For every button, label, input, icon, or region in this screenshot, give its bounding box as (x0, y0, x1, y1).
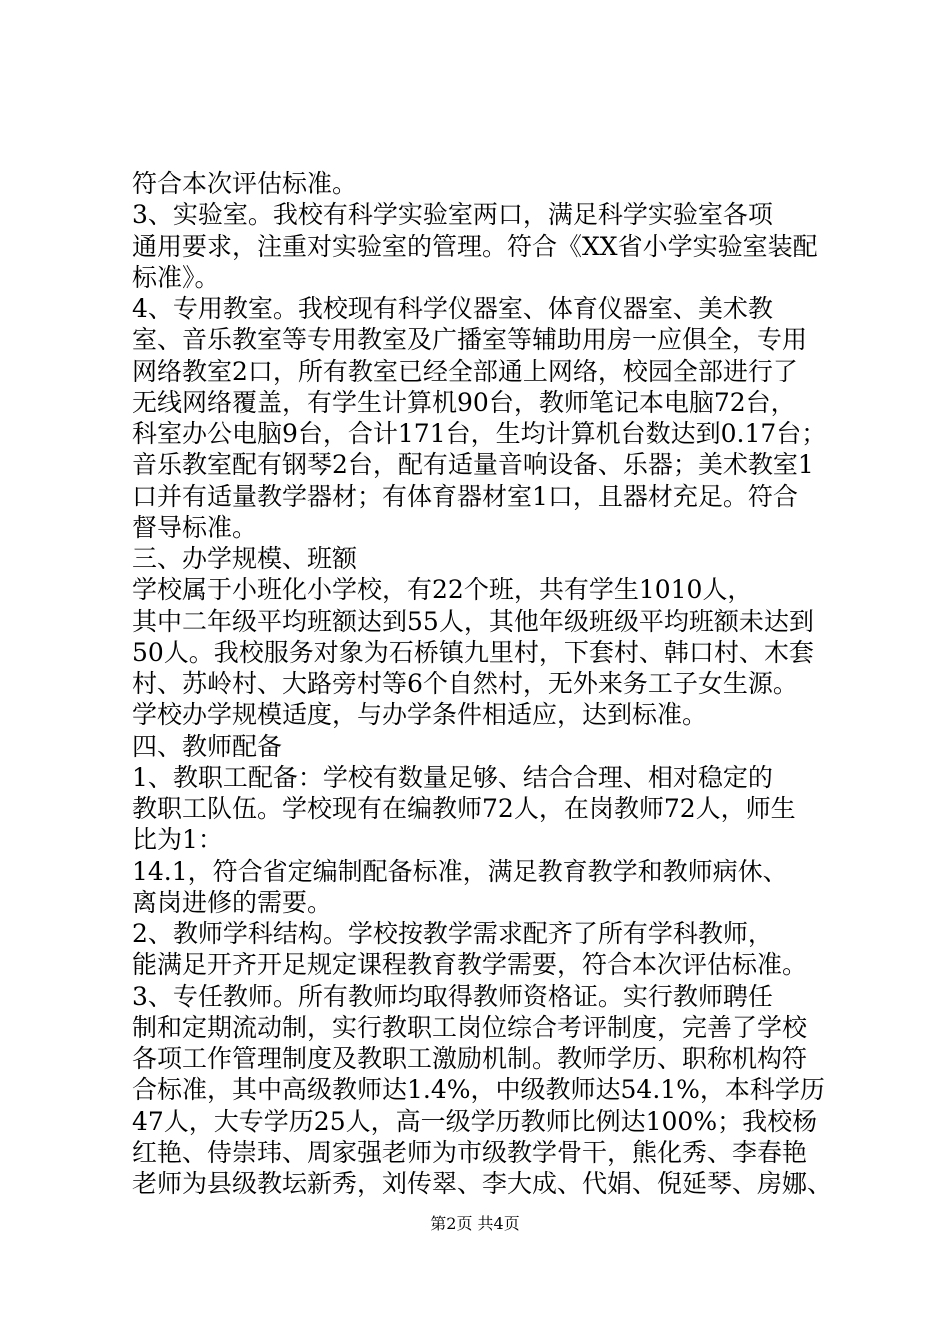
text-line: 无线网络覆盖，有学生计算机90台，教师笔记本电脑72台， (132, 387, 796, 417)
text-line: 室、音乐教室等专用教室及广播室等辅助用房一应俱全，专用 (132, 325, 808, 355)
text-line: 50人。我校服务对象为石桥镇九里村，下套村、韩口村、木套 (132, 637, 814, 667)
text-line: 口并有适量教学器材；有体育器材室1口，且器材充足。符合 (132, 481, 798, 511)
text-line: 2、教师学科结构。学校按教学需求配齐了所有学科教师， (132, 919, 773, 948)
text-line: 合标准，其中高级教师达1.4%，中级教师达54.1%，本科学历 (132, 1075, 825, 1105)
text-line: 教职工队伍。学校现有在编教师72人，在岗教师72人，师生 (132, 794, 796, 823)
text-line: 3、专任教师。所有教师均取得教师资格证。实行教师聘任 (132, 981, 773, 1011)
text-line: 47人，大专学历25人，高一级学历教师比例达100%；我校杨 (132, 1106, 818, 1136)
section-heading: 四、教师配备 (132, 731, 283, 761)
text-line: 离岗进修的需要。 (132, 887, 333, 917)
text-line: 标准》。 (132, 262, 220, 292)
text-line: 科室办公电脑9台，合计171台，生均计算机台数达到0.17台； (132, 419, 827, 448)
text-line: 村、苏岭村、大路旁村等6个自然村，无外来务工子女生源。 (132, 669, 798, 698)
text-line: 1、教职工配备：学校有数量足够、结合合理、相对稳定的 (132, 762, 773, 792)
text-line: 14.1，符合省定编制配备标准，满足教育教学和教师病休、 (132, 856, 788, 886)
text-line: 能满足开齐开足规定课程教育教学需要，符合本次评估标准。 (132, 950, 808, 980)
text-line: 3、实验室。我校有科学实验室两口，满足科学实验室各项 (132, 200, 773, 230)
text-line: 通用要求，注重对实验室的管理。符合《XX省小学实验室装配 (132, 231, 818, 261)
text-line: 音乐教室配有钢琴2台，配有适量音响设备、乐器；美术教室1 (132, 450, 814, 480)
text-line: 学校办学规模适度，与办学条件相适应，达到标准。 (132, 700, 708, 730)
text-line: 督导标准。 (132, 512, 258, 542)
text-line: 学校属于小班化小学校，有22个班，共有学生1010人， (132, 575, 753, 605)
text-line: 4、专用教室。我校现有科学仪器室、体育仪器室、美术教 (132, 294, 773, 323)
text-line: 比为1： (132, 825, 223, 855)
text-line: 各项工作管理制度及教职工激励机制。教师学历、职称机构符 (132, 1044, 808, 1073)
text-line: 老师为县级教坛新秀，刘传翠、李大成、代娟、倪延琴、房娜、 (132, 1169, 832, 1198)
text-line: 网络教室2口，所有教室已经全部通上网络，校园全部进行了 (132, 356, 798, 386)
text-line: 符合本次评估标准。 (132, 169, 358, 198)
text-line: 红艳、侍崇玮、周家强老师为市级教学骨干，熊化秀、李春艳 (132, 1137, 808, 1167)
text-line: 其中二年级平均班额达到55人，其他年级班级平均班额未达到 (132, 606, 814, 636)
text-line: 制和定期流动制，实行教职工岗位综合考评制度，完善了学校 (132, 1012, 808, 1042)
section-heading: 三、办学规模、班额 (132, 544, 358, 573)
page-footer: 第2页 共4页 (430, 1214, 520, 1233)
